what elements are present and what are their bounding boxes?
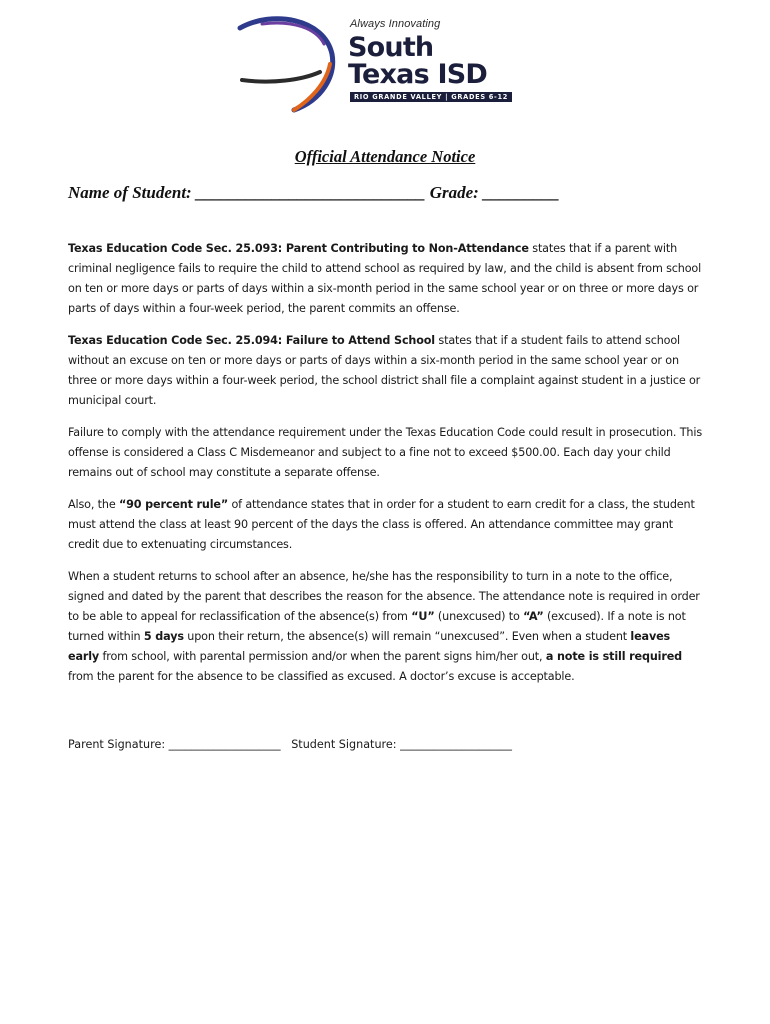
- logo-tagline: Always Innovating: [350, 18, 441, 30]
- paragraph-text: Also, the: [68, 498, 119, 511]
- paragraph-heading: Texas Education Code Sec. 25.094: Failure to Attend School: [68, 334, 435, 347]
- paragraph-text: from the parent for the absence to be classified as excused. A doctor’s excuse is acceptable.: [68, 670, 575, 683]
- paragraph-text: (unexcused) to: [434, 610, 524, 623]
- paragraph-text: states that if a student fails to attend school without an excuse on ten or more days or parts of days within a six-month period in the same school year or on three or more days within a four-week period, the school district shall file a complaint against student in a justice or municipal court.: [68, 334, 701, 407]
- paragraph-text: from school, with parental permission and/or when the parent signs him/her out,: [99, 650, 546, 663]
- paragraph-emphasis: 5 days: [143, 630, 184, 643]
- paragraph-90-percent-rule: [68, 495, 704, 555]
- document-body: [68, 239, 704, 699]
- paragraph-absence-note: [68, 567, 704, 687]
- paragraph-emphasis: leaves early: [68, 630, 671, 663]
- paragraph-25-094: [68, 331, 704, 411]
- paragraph-25-093: [68, 239, 704, 319]
- paragraph-emphasis: “90 percent rule”: [118, 498, 229, 511]
- paragraph-emphasis: “U”: [411, 610, 435, 623]
- signature-lines: Parent Signature: ____________________ Student Signature: ____________________: [68, 738, 512, 751]
- paragraph-text: of attendance states that in order for a student to earn credit for a class, the student must attend the class at least 90 percent of the days the class is offered. An attendance committee may grant credit due to extenuating circumstances.: [68, 498, 695, 551]
- document-title: Official Attendance Notice: [294, 147, 476, 166]
- paragraph-emphasis: a note is still required: [545, 650, 682, 663]
- school-logo: [232, 14, 542, 114]
- paragraph-heading: Texas Education Code Sec. 25.093: Parent Contributing to Non-Attendance: [68, 242, 529, 255]
- paragraph-text: (excused). If a note is not turned within: [68, 610, 686, 643]
- paragraph-text: When a student returns to school after an absence, he/she has the responsibility to turn in a note to the office, signed and dated by the parent that describes the reason for the absence. The attendance note is required in order to be able to appeal for reclassification of the absence(s) from: [68, 570, 700, 623]
- swoosh-graphic: [232, 14, 352, 114]
- logo-word-south: South: [348, 32, 434, 63]
- paragraph-text: states that if a parent with criminal negligence fails to require the child to attend school as required by law, and the child is absent from school on ten or more days or parts of days within a six-month period in the same school year or on three or more days or parts of days within a four-week period, the parent commits an offense.: [68, 242, 702, 315]
- logo-word-texas-isd: Texas ISD: [348, 59, 487, 90]
- paragraph-emphasis: “A”: [523, 610, 544, 623]
- paragraph-prosecution: [68, 423, 704, 483]
- paragraph-text: upon their return, the absence(s) will remain “unexcused”. Even when a student: [183, 630, 631, 643]
- student-name-grade-line: Name of Student: ___________________________ Grade: _________: [68, 183, 560, 202]
- logo-subtitle-bar: RIO GRANDE VALLEY | GRADES 6-12: [350, 92, 512, 102]
- paragraph-text: Failure to comply with the attendance requirement under the Texas Education Code could result in prosecution. This offense is considered a Class C Misdemeanor and subject to a fine not to exceed $500.00. Each day your child remains out of school may constitute a separate offense.: [68, 426, 702, 479]
